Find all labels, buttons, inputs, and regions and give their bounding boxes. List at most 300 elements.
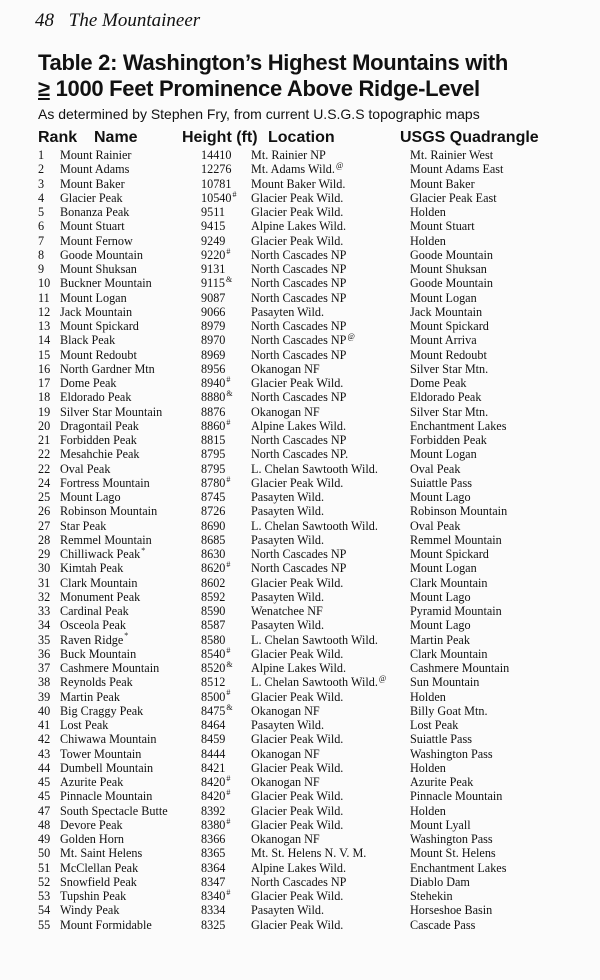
name-cell — [60, 818, 123, 832]
location-cell-text: Glacier Peak Wild. — [251, 376, 344, 390]
quad-cell-text: Stehekin — [410, 889, 453, 903]
rank-cell-text: 14 — [38, 333, 51, 348]
rank-cell-text: 18 — [38, 390, 51, 405]
height-cell-text: 9131 — [201, 262, 226, 276]
rank-cell-text: 13 — [38, 319, 51, 333]
quad-cell-text: Mount Redoubt — [410, 347, 487, 362]
quad-cell-text: Mount Spickard — [410, 547, 489, 561]
location-cell-text: North Cascades NP — [251, 276, 347, 291]
table-row — [0, 889, 600, 903]
height-cell — [201, 462, 225, 476]
rank-cell — [38, 362, 50, 376]
quad-cell — [410, 846, 496, 860]
name-cell-text: Mt. Saint Helens — [60, 846, 143, 861]
height-cell-text: 8860 — [201, 418, 226, 433]
rank-cell-text: 4 — [38, 190, 45, 205]
table-row — [0, 519, 600, 533]
quad-cell — [410, 433, 487, 447]
name-cell — [60, 903, 119, 917]
name-cell — [60, 561, 123, 575]
height-cell — [201, 362, 225, 376]
quad-cell — [410, 789, 502, 803]
height-cell — [201, 903, 225, 917]
location-cell — [251, 490, 324, 504]
table-row — [0, 419, 600, 433]
table-row — [0, 234, 600, 248]
name-cell — [60, 305, 132, 319]
quad-cell — [410, 305, 482, 319]
quad-cell — [410, 675, 479, 689]
height-cell-text: 8334 — [201, 903, 226, 918]
quad-cell — [410, 319, 489, 333]
name-cell-text: Cashmere Mountain — [60, 661, 160, 675]
name-cell-text: Raven Ridge — [60, 632, 124, 647]
quad-cell-text: Pinnacle Mountain — [410, 789, 503, 804]
location-cell — [251, 519, 378, 533]
rank-cell — [38, 405, 50, 419]
height-cell — [201, 861, 225, 875]
height-cell — [201, 319, 225, 333]
rank-cell — [38, 276, 50, 290]
location-cell-text: Mount Baker Wild. — [251, 176, 346, 191]
name-cell-text: Windy Peak — [60, 903, 120, 918]
height-cell-text: 8880 — [201, 390, 226, 405]
height-cell-text: 8512 — [201, 675, 226, 690]
name-cell-text: Chilliwack Peak — [60, 547, 141, 561]
rank-cell-text: 32 — [38, 589, 51, 604]
height-cell — [201, 747, 225, 761]
name-cell-text: Fortress Mountain — [60, 475, 150, 490]
height-cell-text: 9066 — [201, 304, 226, 319]
table-row — [0, 633, 600, 647]
rank-cell — [38, 162, 44, 176]
rank-cell-text: 48 — [38, 817, 51, 832]
name-cell-text: Pinnacle Mountain — [60, 789, 153, 804]
location-cell-text: Okanogan NF — [251, 746, 320, 761]
quad-cell — [410, 561, 477, 575]
height-cell — [201, 690, 230, 704]
quad-cell — [410, 889, 453, 903]
quad-cell — [410, 234, 446, 248]
location-cell — [251, 476, 343, 490]
quad-cell-text: Diablo Dam — [410, 874, 470, 889]
location-cell-text: North Cascades NP — [251, 290, 347, 305]
name-cell — [60, 861, 138, 875]
quad-cell — [410, 875, 470, 889]
rank-cell — [38, 319, 50, 333]
height-cell — [201, 604, 225, 618]
name-cell — [60, 732, 156, 746]
location-cell-text: L. Chelan Sawtooth Wild. — [251, 632, 378, 647]
quad-cell-text: Holden — [410, 233, 446, 248]
table-row — [0, 447, 600, 461]
rank-cell — [38, 219, 44, 233]
quad-cell — [410, 419, 506, 433]
name-cell-text: Big Craggy Peak — [60, 703, 144, 718]
quad-cell-text: Holden — [410, 689, 446, 704]
quad-cell — [410, 291, 477, 305]
name-cell-text: McClellan Peak — [60, 860, 139, 875]
name-cell — [60, 604, 129, 618]
name-cell-text: Mount Logan — [60, 290, 127, 305]
height-cell-text: 8969 — [201, 347, 226, 362]
rank-cell-text: 19 — [38, 404, 51, 419]
name-cell-text: Mount Redoubt — [60, 347, 137, 362]
quad-cell-text: Enchantment Lakes — [410, 860, 507, 875]
name-cell — [60, 547, 145, 561]
rank-cell — [38, 747, 50, 761]
rank-cell-text: 17 — [38, 376, 51, 390]
height-cell-text: 8366 — [201, 832, 226, 846]
publication-title: The Mountaineer — [68, 10, 201, 31]
height-cell — [201, 333, 225, 347]
quad-cell-text: Sun Mountain — [410, 675, 480, 690]
table-row — [0, 248, 600, 262]
quad-cell-text: Washington Pass — [410, 746, 493, 761]
name-cell-text: Mount Fernow — [60, 233, 133, 248]
location-cell — [251, 405, 320, 419]
name-cell-text: Mount Adams — [60, 162, 130, 177]
location-cell — [251, 633, 378, 647]
table-row — [0, 732, 600, 746]
height-cell — [201, 818, 230, 832]
rank-cell-text: 38 — [38, 675, 51, 690]
name-cell-text: Mount Stuart — [60, 219, 125, 234]
name-cell — [60, 590, 140, 604]
name-cell-text: South Spectacle Butte — [60, 803, 168, 818]
table-row — [0, 547, 600, 561]
quad-cell — [410, 362, 488, 376]
height-cell-text: 8420 — [201, 789, 226, 804]
name-cell — [60, 191, 123, 205]
rank-cell-text: 52 — [38, 874, 51, 889]
quad-cell-text: Clark Mountain — [410, 575, 488, 590]
footnote-mark: & — [226, 702, 233, 712]
quad-cell-text: Lost Peak — [410, 718, 459, 732]
height-cell — [201, 661, 233, 675]
name-cell-text: Azurite Peak — [60, 775, 124, 789]
table-row — [0, 276, 600, 290]
rank-cell-text: 40 — [38, 703, 51, 718]
name-cell-text: Tower Mountain — [60, 746, 142, 761]
quad-cell-text: Glacier Peak East — [410, 190, 497, 205]
quad-cell — [410, 248, 493, 262]
table-title — [38, 50, 578, 102]
height-cell — [201, 618, 225, 632]
location-cell-text: North Cascades NP — [251, 319, 347, 333]
quad-cell — [410, 504, 507, 518]
table-row — [0, 504, 600, 518]
name-cell-text: Mount Lago — [60, 490, 121, 504]
greater-equal-symbol: ≥ — [38, 76, 50, 101]
rank-cell — [38, 191, 44, 205]
rank-cell-text: 35 — [38, 632, 51, 647]
quad-cell-text: Mount Lago — [410, 618, 471, 633]
location-cell-text: North Cascades NP — [251, 262, 347, 276]
quad-cell-text: Robinson Mountain — [410, 504, 508, 519]
name-cell — [60, 846, 142, 860]
rank-cell — [38, 861, 50, 875]
name-cell-text: Buck Mountain — [60, 646, 137, 661]
quad-cell-text: Washington Pass — [410, 832, 493, 846]
height-cell — [201, 262, 225, 276]
name-cell — [60, 789, 152, 803]
rank-cell-text: 39 — [38, 689, 51, 704]
quad-cell-text: Oval Peak — [410, 461, 461, 476]
rank-cell-text: 54 — [38, 903, 51, 918]
quad-cell-text: Mount St. Helens — [410, 846, 496, 861]
rank-cell — [38, 633, 50, 647]
rank-cell-text: 28 — [38, 532, 51, 547]
location-cell-text: Pasayten Wild. — [251, 718, 325, 732]
height-cell-text: 10540 — [201, 190, 232, 205]
rank-cell-text: 49 — [38, 832, 51, 846]
rank-cell-text: 47 — [38, 803, 51, 818]
column-header-name: Name — [94, 129, 138, 146]
location-cell — [251, 533, 324, 547]
location-cell — [251, 832, 320, 846]
table-row — [0, 148, 600, 162]
footnote-mark: # — [226, 374, 231, 384]
name-cell-text: Dome Peak — [60, 376, 117, 390]
height-cell-text: 8520 — [201, 661, 226, 675]
location-cell — [251, 918, 343, 932]
height-cell-text: 8340 — [201, 889, 226, 903]
name-cell-text: Cardinal Peak — [60, 604, 129, 618]
location-cell-text: Okanogan NF — [251, 361, 320, 376]
rank-cell-text: 45 — [38, 775, 51, 789]
height-cell — [201, 761, 225, 775]
location-cell-text: Pasayten Wild. — [251, 532, 325, 547]
name-cell-text: Snowfield Peak — [60, 874, 137, 889]
quad-cell-text: Azurite Peak — [410, 775, 474, 789]
footnote-mark: # — [226, 645, 231, 655]
height-cell — [201, 718, 225, 732]
location-cell — [251, 390, 346, 404]
location-cell — [251, 875, 346, 889]
location-cell — [251, 148, 326, 162]
name-cell — [60, 433, 137, 447]
location-cell-text: North Cascades NP — [251, 247, 347, 262]
height-cell-text: 8364 — [201, 860, 226, 875]
location-cell — [251, 561, 346, 575]
name-cell-text: Robinson Mountain — [60, 504, 158, 519]
location-cell-text: Glacier Peak Wild. — [251, 233, 344, 248]
table-row — [0, 333, 600, 347]
rank-cell — [38, 305, 50, 319]
name-cell — [60, 690, 120, 704]
height-cell-text: 9511 — [201, 205, 225, 219]
rank-cell-text: 5 — [38, 205, 45, 219]
table-row — [0, 661, 600, 675]
footnote-mark: * — [124, 631, 129, 641]
table-row — [0, 861, 600, 875]
quad-cell-text: Mount Lyall — [410, 817, 471, 832]
name-cell — [60, 761, 153, 775]
rank-cell-text: 34 — [38, 618, 51, 633]
quad-cell — [410, 405, 488, 419]
location-cell-text: Glacier Peak Wild. — [251, 803, 344, 818]
footnote-mark: * — [141, 545, 146, 555]
rank-cell-text: 15 — [38, 347, 51, 362]
name-cell — [60, 704, 143, 718]
height-cell — [201, 376, 230, 390]
location-cell — [251, 704, 320, 718]
rank-cell-text: 11 — [38, 290, 50, 305]
location-cell-text: Okanogan NF — [251, 404, 320, 419]
location-cell — [251, 761, 343, 775]
table-title-line-1: Table 2: Washington’s Highest Mountains with — [38, 50, 508, 75]
height-cell-text: 8592 — [201, 589, 226, 604]
quad-cell-text: Holden — [410, 760, 446, 775]
quad-cell — [410, 918, 475, 932]
quad-cell — [410, 590, 471, 604]
location-cell — [251, 889, 343, 903]
rank-cell-text: 42 — [38, 732, 51, 747]
quad-cell-text: Mount Baker — [410, 176, 475, 191]
location-cell-text: North Cascades NP — [251, 874, 347, 889]
table-row — [0, 804, 600, 818]
mountain-table-body — [0, 148, 600, 932]
location-cell — [251, 590, 324, 604]
table-row — [0, 177, 600, 191]
height-cell-text: 9415 — [201, 219, 226, 234]
height-cell-text: 8590 — [201, 604, 226, 618]
name-cell-text: Tupshin Peak — [60, 889, 127, 903]
location-cell-text: Alpine Lakes Wild. — [251, 860, 347, 875]
rank-cell-text: 16 — [38, 361, 51, 376]
table-row — [0, 433, 600, 447]
footnote-mark: # — [226, 560, 231, 570]
table-row — [0, 462, 600, 476]
footnote-mark: & — [226, 389, 233, 399]
quad-cell — [410, 903, 492, 917]
height-cell-text: 9115 — [201, 276, 225, 291]
quad-cell — [410, 148, 493, 162]
rank-cell — [38, 462, 50, 476]
location-cell — [251, 248, 346, 262]
quad-cell-text: Mt. Rainier West — [410, 148, 494, 162]
rank-cell-text: 8 — [38, 247, 45, 262]
quad-cell-text: Cascade Pass — [410, 917, 476, 932]
height-cell — [201, 875, 225, 889]
rank-cell-text: 7 — [38, 233, 45, 248]
quad-cell-text: Jack Mountain — [410, 304, 483, 319]
rank-cell-text: 41 — [38, 718, 51, 732]
height-cell-text: 8540 — [201, 646, 226, 661]
height-cell — [201, 647, 230, 661]
height-cell — [201, 775, 230, 789]
location-cell — [251, 447, 348, 461]
height-cell — [201, 918, 225, 932]
table-row — [0, 690, 600, 704]
height-cell — [201, 490, 225, 504]
location-cell — [251, 162, 343, 176]
rank-cell — [38, 761, 50, 775]
quad-cell — [410, 818, 471, 832]
table-row — [0, 775, 600, 789]
location-cell-text: Pasayten Wild. — [251, 618, 325, 633]
rank-cell-text: 20 — [38, 418, 51, 433]
rank-cell-text: 55 — [38, 917, 51, 932]
height-cell-text: 14410 — [201, 148, 232, 162]
location-cell-text: Pasayten Wild. — [251, 903, 325, 918]
height-cell — [201, 390, 233, 404]
rank-cell — [38, 262, 44, 276]
location-cell-text: Okanogan NF — [251, 775, 320, 789]
quad-cell-text: Clark Mountain — [410, 646, 488, 661]
rank-cell — [38, 561, 50, 575]
rank-cell — [38, 447, 50, 461]
height-cell-text: 12276 — [201, 162, 232, 177]
name-cell — [60, 419, 139, 433]
rank-cell — [38, 675, 50, 689]
name-cell — [60, 533, 152, 547]
footnote-mark: # — [226, 417, 231, 427]
quad-cell — [410, 861, 506, 875]
quad-cell — [410, 390, 481, 404]
location-cell-text: North Cascades NP — [251, 547, 347, 561]
name-cell-text: Mount Rainier — [60, 148, 132, 162]
rank-cell-text: 9 — [38, 262, 45, 276]
quad-cell — [410, 533, 502, 547]
height-cell-text: 8580 — [201, 632, 226, 647]
table-row — [0, 305, 600, 319]
table-row — [0, 490, 600, 504]
quad-cell-text: Goode Mountain — [410, 247, 493, 262]
rank-cell — [38, 789, 50, 803]
rank-cell-text: 53 — [38, 889, 51, 903]
location-cell-text: Okanogan NF — [251, 832, 320, 846]
name-cell — [60, 162, 129, 176]
height-cell-text: 8444 — [201, 746, 226, 761]
location-cell — [251, 234, 343, 248]
name-cell-text: Kimtah Peak — [60, 561, 124, 576]
name-cell — [60, 618, 126, 632]
name-cell — [60, 832, 124, 846]
table-row — [0, 219, 600, 233]
rank-cell — [38, 348, 50, 362]
rank-cell-text: 22 — [38, 447, 51, 462]
footnote-mark: # — [226, 246, 231, 256]
quad-cell-text: Mount Adams East — [410, 162, 504, 177]
rank-cell-text: 12 — [38, 304, 51, 319]
quad-cell — [410, 633, 470, 647]
height-cell-text: 8780 — [201, 475, 226, 490]
location-cell — [251, 789, 343, 803]
column-header-height: Height (ft) — [182, 129, 258, 146]
table-row — [0, 205, 600, 219]
quad-cell-text: Holden — [410, 803, 446, 818]
rank-cell — [38, 590, 50, 604]
name-cell — [60, 675, 133, 689]
location-cell — [251, 661, 346, 675]
rank-cell-text: 10 — [38, 276, 51, 291]
location-cell-text: Wenatchee NF — [251, 604, 323, 618]
location-cell — [251, 775, 320, 789]
rank-cell — [38, 918, 50, 932]
rank-cell — [38, 177, 44, 191]
name-cell-text: Dumbell Mountain — [60, 760, 154, 775]
height-cell — [201, 205, 225, 219]
quad-cell-text: Silver Star Mtn. — [410, 361, 489, 376]
name-cell — [60, 205, 129, 219]
rank-cell — [38, 433, 50, 447]
height-cell — [201, 419, 230, 433]
height-cell-text: 8685 — [201, 532, 226, 547]
quad-cell — [410, 376, 467, 390]
table-row — [0, 533, 600, 547]
